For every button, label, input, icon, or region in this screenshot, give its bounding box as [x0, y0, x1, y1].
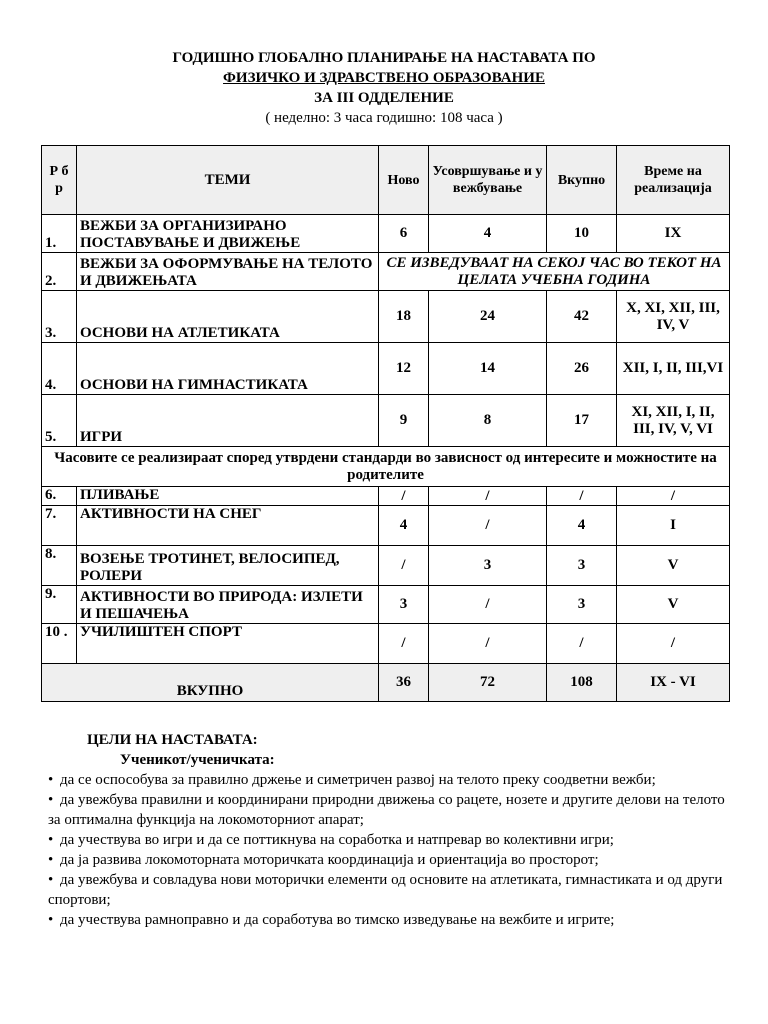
total-row	[42, 664, 730, 702]
row-topic: ВОЗЕЊЕ ТРОТИНЕТ, ВЕЛОСИПЕД, РОЛЕРИ	[77, 546, 379, 586]
row-novo: 9	[379, 395, 429, 447]
row-vkupno: 26	[547, 343, 617, 395]
row-novo: /	[379, 546, 429, 586]
table-row	[42, 546, 730, 586]
row-novo: 4	[379, 506, 429, 546]
row-vkupno: 10	[547, 215, 617, 253]
bullet-icon: •	[48, 792, 54, 808]
row-vreme: /	[617, 624, 730, 664]
goal-text: да учествува во игри и да се поттикнува на соработка и натпревар во колективни игри;	[60, 832, 614, 848]
row-topic: ИГРИ	[77, 395, 379, 447]
row-usovrsuvanje: /	[429, 487, 547, 506]
bullet-icon: •	[48, 772, 54, 788]
table-row	[42, 215, 730, 253]
row-number: 8.	[42, 546, 77, 586]
table-row	[42, 253, 730, 291]
row-vkupno: 17	[547, 395, 617, 447]
col-header-vreme: Време на реализација	[617, 146, 730, 215]
row-topic: ВЕЖБИ ЗА ОФОРМУВАЊЕ НА ТЕЛОТО И ДВИЖЕЊАТА	[77, 253, 379, 291]
row-vkupno: 3	[547, 586, 617, 624]
col-header-usovrsuvanje: Усовршување и увежбување	[429, 146, 547, 215]
goals-subtitle: Ученикот/ученичката:	[120, 752, 275, 768]
title-line-4: ( неделно: 3 часа годишно: 108 часа )	[265, 110, 503, 126]
title-line-3: ЗА III ОДДЕЛЕНИЕ	[314, 90, 454, 106]
row-continuous-note: СЕ ИЗВЕДУВААТ НА СЕКОЈ ЧАС ВО ТЕКОТ НА ЦЕЛАТА УЧЕБНА ГОДИНА	[379, 253, 730, 291]
title-line-1: ГОДИШНО ГЛОБАЛНО ПЛАНИРАЊЕ НА НАСТАВАТА ПО	[172, 50, 596, 66]
bullet-icon: •	[48, 852, 54, 868]
row-vreme: XI, XII, I, II, III, IV, V, VI	[617, 395, 730, 447]
table-row	[42, 586, 730, 624]
row-novo: 12	[379, 343, 429, 395]
goal-text: да ја развива локомоторната моторичката координација и ориентација во просторот;	[60, 852, 599, 868]
list-item	[48, 790, 740, 830]
row-vkupno: 3	[547, 546, 617, 586]
table-note-row	[42, 447, 730, 487]
table-row	[42, 343, 730, 395]
row-vkupno: /	[547, 624, 617, 664]
row-number: 2.	[42, 253, 77, 291]
row-number: 10 .	[42, 624, 77, 664]
row-number: 9.	[42, 586, 77, 624]
row-usovrsuvanje: 24	[429, 291, 547, 343]
row-number: 3.	[42, 291, 77, 343]
row-novo: /	[379, 624, 429, 664]
row-usovrsuvanje: /	[429, 506, 547, 546]
row-number: 4.	[42, 343, 77, 395]
row-vreme: V	[617, 546, 730, 586]
row-novo: 3	[379, 586, 429, 624]
row-vreme: XII, I, II, III,VI	[617, 343, 730, 395]
document-header	[0, 48, 768, 128]
row-number: 6.	[42, 487, 77, 506]
row-usovrsuvanje: 3	[429, 546, 547, 586]
list-item	[48, 770, 740, 790]
goals-title: ЦЕЛИ НА НАСТАВАТА:	[87, 732, 258, 748]
table-row	[42, 506, 730, 546]
row-novo: 18	[379, 291, 429, 343]
row-vreme: V	[617, 586, 730, 624]
row-vkupno: 42	[547, 291, 617, 343]
row-usovrsuvanje: /	[429, 586, 547, 624]
row-topic: ОСНОВИ НА АТЛЕТИКАТА	[77, 291, 379, 343]
row-vkupno: 4	[547, 506, 617, 546]
bullet-icon: •	[48, 872, 54, 888]
goal-text: да увежбува и совладува нови моторички елементи од основите на атлетиката, гимнастиката и од други спортови;	[48, 872, 723, 908]
title-line-2: ФИЗИЧКО И ЗДРАВСТВЕНО ОБРАЗОВАНИЕ	[223, 70, 545, 86]
goals-list	[48, 770, 740, 930]
col-header-temi: ТЕМИ	[77, 146, 379, 215]
row-topic: УЧИЛИШТЕН СПОРТ	[77, 624, 379, 664]
table-row	[42, 291, 730, 343]
row-vreme: I	[617, 506, 730, 546]
row-usovrsuvanje: /	[429, 624, 547, 664]
row-vreme: X, XI, XII, III, IV, V	[617, 291, 730, 343]
table-row	[42, 487, 730, 506]
row-usovrsuvanje: 14	[429, 343, 547, 395]
row-usovrsuvanje: 8	[429, 395, 547, 447]
row-vreme: IX	[617, 215, 730, 253]
goal-text: да учествува рамноправно и да соработува во тимско изведување на вежбите и игрите;	[60, 912, 615, 928]
row-number: 5.	[42, 395, 77, 447]
col-header-vkupno: Вкупно	[547, 146, 617, 215]
parents-note: Часовите се реализираат според утврдени стандарди во зависност од интересите и можностите на родителите	[42, 447, 730, 487]
col-header-rb: Р б р	[42, 146, 77, 215]
row-topic: ВЕЖБИ ЗА ОРГАНИЗИРАНО ПОСТАВУВАЊЕ И ДВИЖЕЊЕ	[77, 215, 379, 253]
col-header-novo: Ново	[379, 146, 429, 215]
row-vkupno: /	[547, 487, 617, 506]
table-row	[42, 624, 730, 664]
list-item	[48, 910, 740, 930]
list-item	[48, 870, 740, 910]
row-topic: ПЛИВАЊЕ	[77, 487, 379, 506]
goal-text: да увежбува правилни и координирани природни движења со рацете, нозете и другите делови на телото за оптимална функција на локомоторниот апарат;	[48, 792, 725, 828]
bullet-icon: •	[48, 832, 54, 848]
table-row	[42, 395, 730, 447]
row-number: 7.	[42, 506, 77, 546]
goals-section	[50, 730, 740, 930]
total-label: ВКУПНО	[42, 664, 379, 702]
plan-table	[41, 145, 730, 702]
list-item	[48, 830, 740, 850]
row-topic: АКТИВНОСТИ НА СНЕГ	[77, 506, 379, 546]
list-item	[48, 850, 740, 870]
row-usovrsuvanje: 4	[429, 215, 547, 253]
row-topic: ОСНОВИ НА ГИМНАСТИКАТА	[77, 343, 379, 395]
total-usovrsuvanje: 72	[429, 664, 547, 702]
row-topic: АКТИВНОСТИ ВО ПРИРОДА: ИЗЛЕТИ И ПЕШАЧЕЊА	[77, 586, 379, 624]
row-vreme: /	[617, 487, 730, 506]
total-vkupno: 108	[547, 664, 617, 702]
goal-text: да се оспособува за правилно држење и симетричен развој на телото преку соодветни вежби;	[60, 772, 656, 788]
total-novo: 36	[379, 664, 429, 702]
row-novo: 6	[379, 215, 429, 253]
row-novo: /	[379, 487, 429, 506]
total-vreme: IX - VI	[617, 664, 730, 702]
bullet-icon: •	[48, 912, 54, 928]
row-number: 1.	[42, 215, 77, 253]
